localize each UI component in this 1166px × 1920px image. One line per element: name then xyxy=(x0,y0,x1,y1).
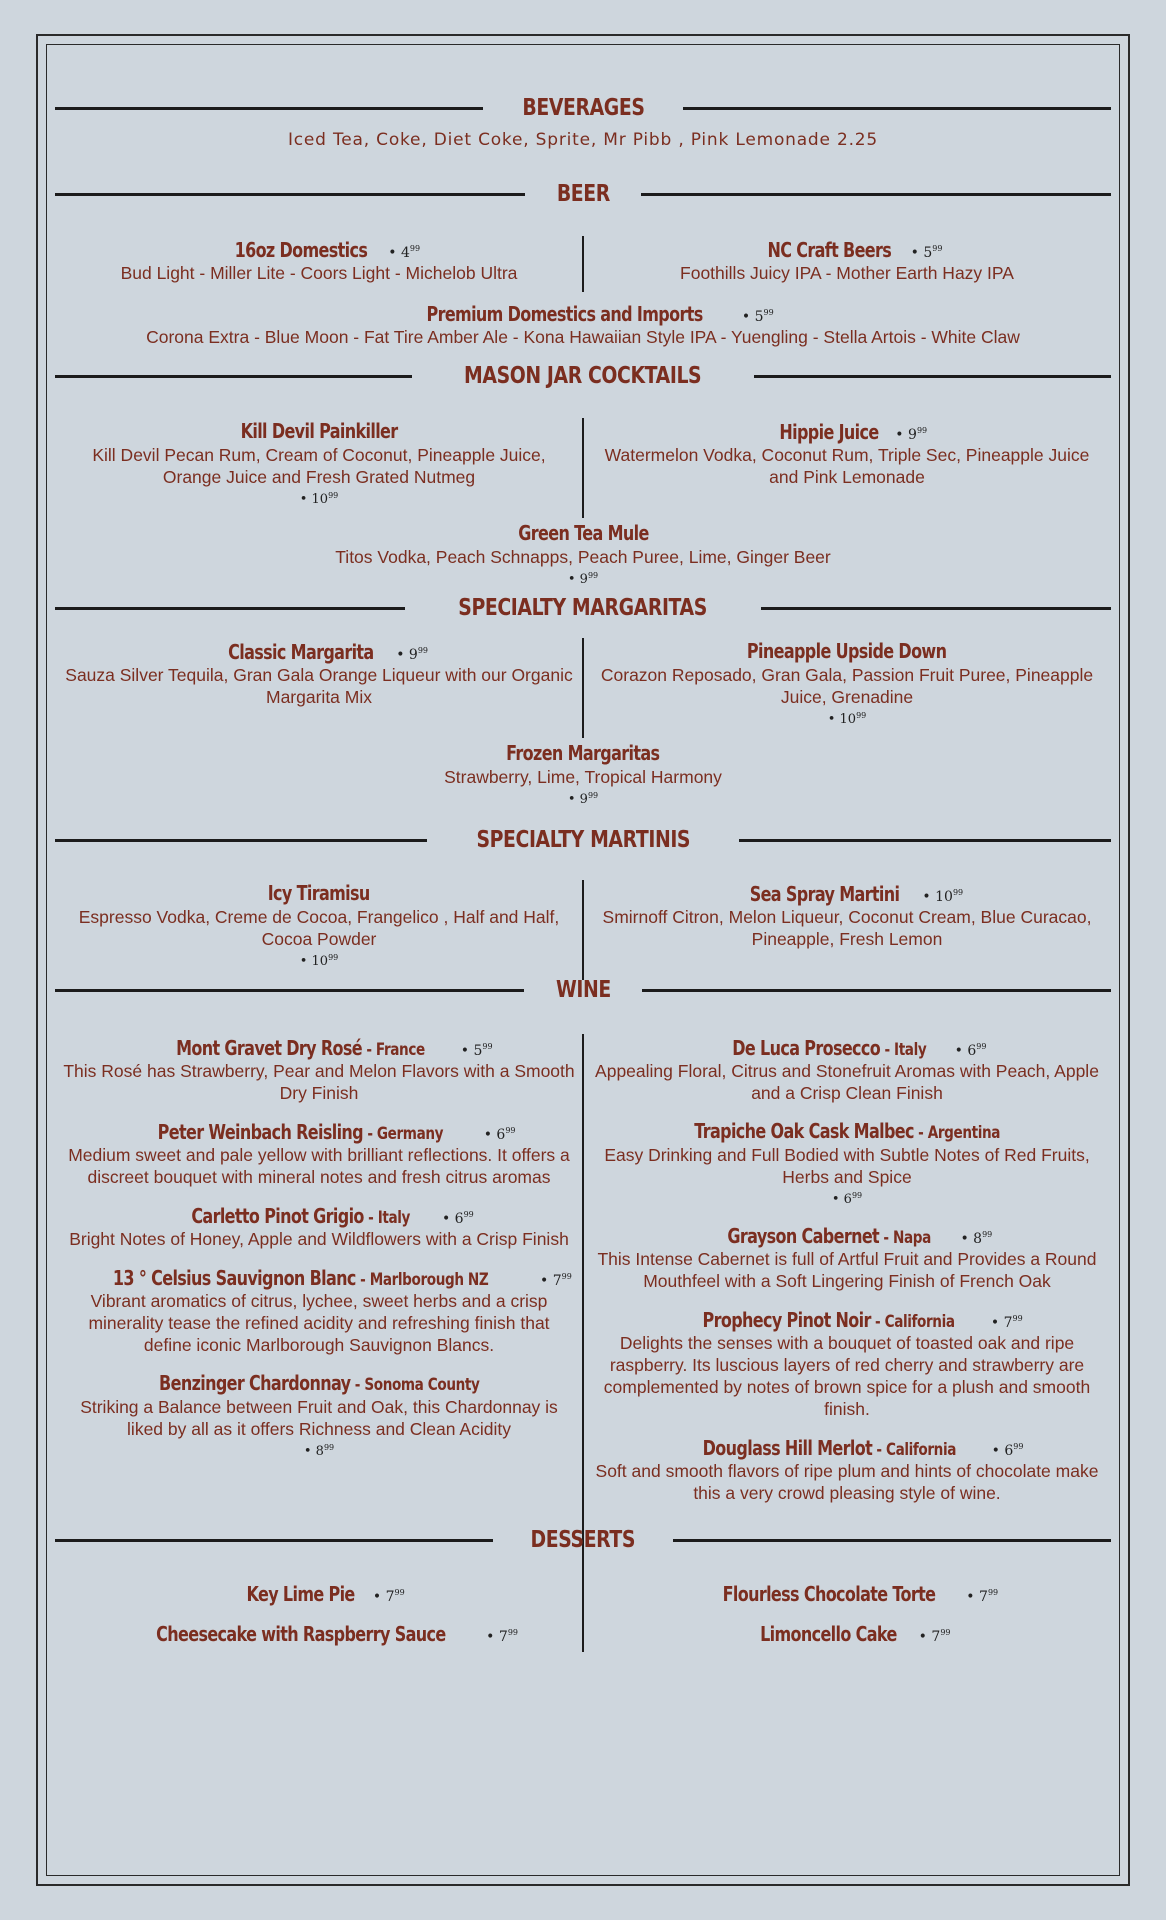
wine-region: Napa xyxy=(892,1228,931,1248)
divider xyxy=(55,839,427,842)
divider xyxy=(55,1539,493,1542)
menu-item xyxy=(583,418,1111,508)
item-name: Sea Spray Martini xyxy=(749,882,900,906)
item-price: • $7^{99}$ xyxy=(986,1314,1023,1331)
name-separator: - xyxy=(355,1270,370,1290)
column-divider xyxy=(582,638,584,738)
item-price: • $6^{99}$ xyxy=(831,1191,863,1207)
price-dollars: 7 xyxy=(979,1589,988,1605)
wine-name: Mont Gravet Dry Rosé xyxy=(176,1036,363,1060)
price-cents: 99 xyxy=(394,1588,405,1597)
section-header-martinis xyxy=(55,812,1111,868)
menu-item xyxy=(55,300,1111,348)
menu-item xyxy=(55,880,583,970)
item-name-row xyxy=(63,1202,575,1228)
section-title: SPECIALTY MARGARITAS xyxy=(458,595,708,621)
item-description: Striking a Balance between Fruit and Oak, this Chardonnay is liked by all as it offers Richness and Clean Acidity xyxy=(80,1397,558,1439)
item-name: 16oz Domestics xyxy=(234,238,368,262)
name-separator: - xyxy=(871,1312,885,1332)
item-description: Corazon Reposado, Gran Gala, Passion Fruit Puree, Pineapple Juice, Grenadine xyxy=(600,665,1094,707)
menu-item xyxy=(55,740,1111,808)
wine-item xyxy=(63,1202,575,1250)
section-title: SPECIALTY MARTINIS xyxy=(476,827,690,853)
divider xyxy=(55,375,412,378)
menu-page xyxy=(55,80,1111,1660)
price-dollars: 6 xyxy=(496,1127,506,1143)
price-dollars: 8 xyxy=(315,1444,324,1459)
item-price: • $8^{99}$ xyxy=(303,1443,335,1459)
column-divider xyxy=(582,1580,584,1652)
price-dollars: 6 xyxy=(454,1211,464,1227)
price-dollars: 8 xyxy=(973,1231,983,1247)
item-name xyxy=(727,1223,930,1251)
divider xyxy=(55,193,525,196)
wine-name: 13 ° Celsius Sauvignon Blanc xyxy=(113,1266,356,1290)
wine-name: Trapiche Oak Cask Malbec xyxy=(694,1119,914,1143)
item-price: • $6^{99}$ xyxy=(437,1210,474,1227)
wine-columns xyxy=(55,1034,1111,1518)
name-separator: - xyxy=(878,1228,893,1248)
item-description: Appealing Floral, Citrus and Stonefruit Aromas with Peach, Apple and a Crisp Clean Finish xyxy=(595,1061,1099,1103)
item-price: • $9^{99}$ xyxy=(895,426,928,443)
divider xyxy=(683,107,1111,110)
item-name-row xyxy=(591,1222,1103,1248)
name-separator: - xyxy=(879,1040,894,1060)
item-description: This Intense Cabernet is full of Artful Fruit and Provides a Round Mouthfeel with a Soft Lingering Finish of French Oak xyxy=(597,1249,1097,1291)
price-cents: 99 xyxy=(851,1191,863,1200)
item-description: Titos Vodka, Peach Schnapps, Peach Puree, Lime, Ginger Beer xyxy=(335,547,831,567)
price-cents: 99 xyxy=(1013,1442,1024,1451)
price-dollars: 7 xyxy=(552,1273,562,1289)
wine-item xyxy=(63,1034,575,1104)
section-header-cocktails xyxy=(55,348,1111,404)
item-name-row xyxy=(591,1306,1103,1332)
item-name xyxy=(192,1203,411,1231)
menu-item xyxy=(55,638,583,728)
item-description: Strawberry, Lime, Tropical Harmony xyxy=(444,767,722,787)
section-title: BEVERAGES xyxy=(521,95,645,121)
item-price: • $10^{99}$ xyxy=(922,888,964,905)
item-price: • $5^{99}$ xyxy=(910,244,943,261)
price-cents: 99 xyxy=(505,1126,516,1135)
price-dollars: 6 xyxy=(967,1043,977,1059)
section-title: BEER xyxy=(556,181,610,207)
divider xyxy=(754,375,1111,378)
item-description: Easy Drinking and Full Bodied with Subtle Notes of Red Fruits, Herbs and Spice xyxy=(604,1145,1090,1187)
wine-name: Grayson Cabernet xyxy=(727,1224,879,1248)
beer-columns xyxy=(55,236,1111,284)
divider xyxy=(55,107,483,110)
wine-name: Carletto Pinot Grigio xyxy=(191,1204,364,1228)
name-separator: - xyxy=(871,1440,886,1460)
wine-region: Italy xyxy=(893,1040,926,1060)
wine-region: Italy xyxy=(377,1208,411,1228)
item-description: Smirnoff Citron, Melon Liqueur, Coconut Cream, Blue Curacao, Pineapple, Fresh Lemon xyxy=(602,907,1092,949)
item-description: Bud Light - Miller Lite - Coors Light - Michelob Ultra xyxy=(120,263,518,283)
wine-item xyxy=(591,1434,1103,1504)
dessert-item xyxy=(63,1620,575,1646)
item-price: • $7^{99}$ xyxy=(535,1272,572,1289)
price-cents: 99 xyxy=(482,1042,493,1051)
section-title: WINE xyxy=(555,977,611,1003)
menu-item xyxy=(583,638,1111,728)
column-divider xyxy=(582,1034,584,1586)
menu-item xyxy=(55,418,583,508)
price-cents: 99 xyxy=(507,1628,518,1637)
item-price: • $10^{99}$ xyxy=(827,711,867,727)
beverages-list: Iced Tea, Coke, Diet Coke, Sprite, Mr Pibb , Pink Lemonade 2.25 xyxy=(287,130,879,150)
item-name: Classic Margarita xyxy=(228,640,374,664)
price-cents: 99 xyxy=(982,1230,993,1239)
item-name: Hippie Juice xyxy=(779,420,879,444)
wine-name: Prophecy Pinot Noir xyxy=(702,1308,872,1332)
item-price: • $9^{99}$ xyxy=(567,571,599,587)
wine-item xyxy=(63,1370,575,1460)
item-price: • $9^{99}$ xyxy=(567,791,599,807)
wine-item xyxy=(591,1034,1103,1104)
wine-name: Peter Weinbach Reisling xyxy=(158,1120,364,1144)
price-cents: 99 xyxy=(976,1042,987,1051)
wine-item xyxy=(63,1118,575,1188)
name-separator: - xyxy=(913,1123,928,1143)
item-description: Watermelon Vodka, Coconut Rum, Triple Sec, Pineapple Juice and Pink Lemonade xyxy=(604,445,1090,487)
item-name: Cheesecake with Raspberry Sauce xyxy=(156,1622,446,1646)
price-dollars: 6 xyxy=(843,1192,852,1207)
martini-columns xyxy=(55,880,1111,970)
item-name-row xyxy=(591,1434,1103,1460)
item-price: • $7^{99}$ xyxy=(481,1628,518,1645)
divider xyxy=(55,607,405,610)
item-name xyxy=(176,1035,425,1063)
item-name: Icy Tiramisu xyxy=(268,881,370,905)
wine-name: Benzinger Chardonnay xyxy=(158,1371,351,1395)
wine-region: Marlborough NZ xyxy=(369,1270,489,1290)
item-name-row xyxy=(63,1034,575,1060)
item-description: Medium sweet and pale yellow with brilliant reflections. It offers a discreet bouquet with mineral notes and fresh citrus aromas xyxy=(68,1145,570,1187)
menu-item xyxy=(583,880,1111,970)
item-price: • $7^{99}$ xyxy=(961,1588,999,1605)
item-description: Kill Devil Pecan Rum, Cream of Coconut, Pineapple Juice, Orange Juice and Fresh Grated Nutmeg xyxy=(92,445,546,487)
wine-column-right xyxy=(583,1034,1111,1518)
name-separator: - xyxy=(363,1124,378,1144)
item-description: Delights the senses with a bouquet of toasted oak and ripe raspberry. Its luscious layers of red cherry and strawberry are complemented by notes of brown spice for a plush and smooth finish. xyxy=(603,1333,1091,1419)
item-price: • $6^{99}$ xyxy=(950,1042,987,1059)
item-price: • $7^{99}$ xyxy=(368,1588,405,1605)
item-price: • $6^{99}$ xyxy=(987,1442,1024,1459)
item-description: Vibrant aromatics of citrus, lychee, sweet herbs and a crisp minerality tease the refined acidity and refreshing finish that define iconic Marlborough Sauvignon Blancs. xyxy=(88,1291,550,1355)
item-name xyxy=(732,1035,926,1063)
dessert-column-left xyxy=(55,1580,583,1660)
dessert-column-right xyxy=(583,1580,1111,1660)
item-description: Soft and smooth flavors of ripe plum and hints of chocolate make this a very crowd pleasing style of wine. xyxy=(595,1461,1099,1503)
wine-item xyxy=(63,1264,575,1356)
item-name: Kill Devil Painkiller xyxy=(240,419,398,443)
name-separator: - xyxy=(350,1375,365,1395)
item-name-row xyxy=(63,1118,575,1144)
wine-item xyxy=(591,1222,1103,1292)
price-cents: 99 xyxy=(323,1443,335,1452)
item-name-row xyxy=(63,1370,575,1396)
dessert-columns xyxy=(55,1580,1111,1660)
item-description: Bright Notes of Honey, Apple and Wildflowers with a Crisp Finish xyxy=(69,1229,569,1249)
item-price: • $5^{99}$ xyxy=(741,308,774,325)
item-name: Frozen Margaritas xyxy=(506,741,660,765)
price-cents: 99 xyxy=(940,1628,951,1637)
divider xyxy=(641,193,1111,196)
menu-item xyxy=(55,236,583,284)
item-price: • $8^{99}$ xyxy=(956,1230,993,1247)
item-description: Espresso Vodka, Creme de Cocoa, Frangelico , Half and Half, Cocoa Powder xyxy=(78,907,560,949)
price-cents: 99 xyxy=(463,1210,474,1219)
wine-region: Argentina xyxy=(927,1123,1000,1143)
wine-item xyxy=(591,1306,1103,1420)
wine-region: Sonoma County xyxy=(364,1375,480,1395)
menu-item xyxy=(55,520,1111,588)
divider xyxy=(761,607,1111,610)
margarita-columns xyxy=(55,638,1111,728)
divider xyxy=(739,839,1111,842)
wine-item xyxy=(591,1118,1103,1208)
item-name: Green Tea Mule xyxy=(517,521,649,545)
item-price: • $10^{99}$ xyxy=(299,491,339,507)
divider xyxy=(55,989,524,992)
item-name-row xyxy=(63,1264,575,1290)
column-divider xyxy=(582,418,584,518)
price-dollars: 7 xyxy=(498,1629,508,1645)
column-divider xyxy=(582,236,584,292)
item-price: • $4^{99}$ xyxy=(388,244,421,261)
item-description: Foothills Juicy IPA - Mother Earth Hazy IPA xyxy=(680,263,1014,283)
price-dollars: 6 xyxy=(1004,1443,1014,1459)
wine-region: France xyxy=(376,1040,426,1060)
item-name xyxy=(702,1435,955,1463)
item-name: Limoncello Cake xyxy=(760,1622,898,1646)
item-name: Key Lime Pie xyxy=(246,1582,355,1606)
section-header-beer xyxy=(55,166,1111,222)
dessert-item xyxy=(63,1580,575,1606)
item-name xyxy=(703,1307,955,1335)
divider xyxy=(673,1539,1111,1542)
price-dollars: 5 xyxy=(473,1043,483,1059)
section-header-beverages xyxy=(55,80,1111,136)
item-description: Corona Extra - Blue Moon - Fat Tire Amber Ale - Kona Hawaiian Style IPA - Yuengling - Stella Artois - White Claw xyxy=(146,327,1020,347)
item-price: • $6^{99}$ xyxy=(479,1126,516,1143)
name-separator: - xyxy=(363,1208,378,1228)
item-price: • $9^{99}$ xyxy=(396,646,429,663)
dessert-item xyxy=(591,1620,1103,1646)
price-cents: 99 xyxy=(561,1272,572,1281)
section-title: DESSERTS xyxy=(530,1527,636,1553)
section-title: MASON JAR COCKTAILS xyxy=(464,363,702,389)
item-name: Pineapple Upside Down xyxy=(747,639,947,663)
wine-name: Douglass Hill Merlot xyxy=(702,1436,872,1460)
price-dollars: 7 xyxy=(385,1589,395,1605)
wine-name: De Luca Prosecco xyxy=(731,1036,880,1060)
wine-region: California xyxy=(885,1440,956,1460)
item-price: • $10^{99}$ xyxy=(299,953,339,969)
menu-item xyxy=(583,236,1111,284)
item-name xyxy=(159,1370,479,1398)
item-name: Premium Domestics and Imports xyxy=(426,302,703,326)
item-name: NC Craft Beers xyxy=(767,238,891,262)
price-cents: 99 xyxy=(1012,1314,1023,1323)
wine-column-left xyxy=(55,1034,583,1518)
price-dollars: 7 xyxy=(1003,1315,1013,1331)
price-cents: 99 xyxy=(987,1588,999,1597)
divider xyxy=(642,989,1111,992)
wine-region: Germany xyxy=(377,1124,444,1144)
wine-region: California xyxy=(884,1312,955,1332)
item-description: This Rosé has Strawberry, Pear and Melon Flavors with a Smooth Dry Finish xyxy=(63,1061,575,1103)
section-header-margaritas xyxy=(55,588,1111,628)
dessert-item xyxy=(591,1580,1103,1606)
cocktail-columns xyxy=(55,418,1111,508)
item-name xyxy=(694,1118,1000,1146)
item-price: • $5^{99}$ xyxy=(456,1042,493,1059)
item-price: • $7^{99}$ xyxy=(914,1628,951,1645)
item-name-row xyxy=(591,1118,1103,1144)
item-name xyxy=(158,1119,443,1147)
price-dollars: 7 xyxy=(931,1629,941,1645)
item-name-row xyxy=(591,1034,1103,1060)
column-divider xyxy=(582,880,584,980)
item-description: Sauza Silver Tequila, Gran Gala Orange Liqueur with our Organic Margarita Mix xyxy=(65,665,573,707)
item-name xyxy=(113,1265,488,1293)
name-separator: - xyxy=(362,1040,377,1060)
item-name: Flourless Chocolate Torte xyxy=(722,1582,936,1606)
